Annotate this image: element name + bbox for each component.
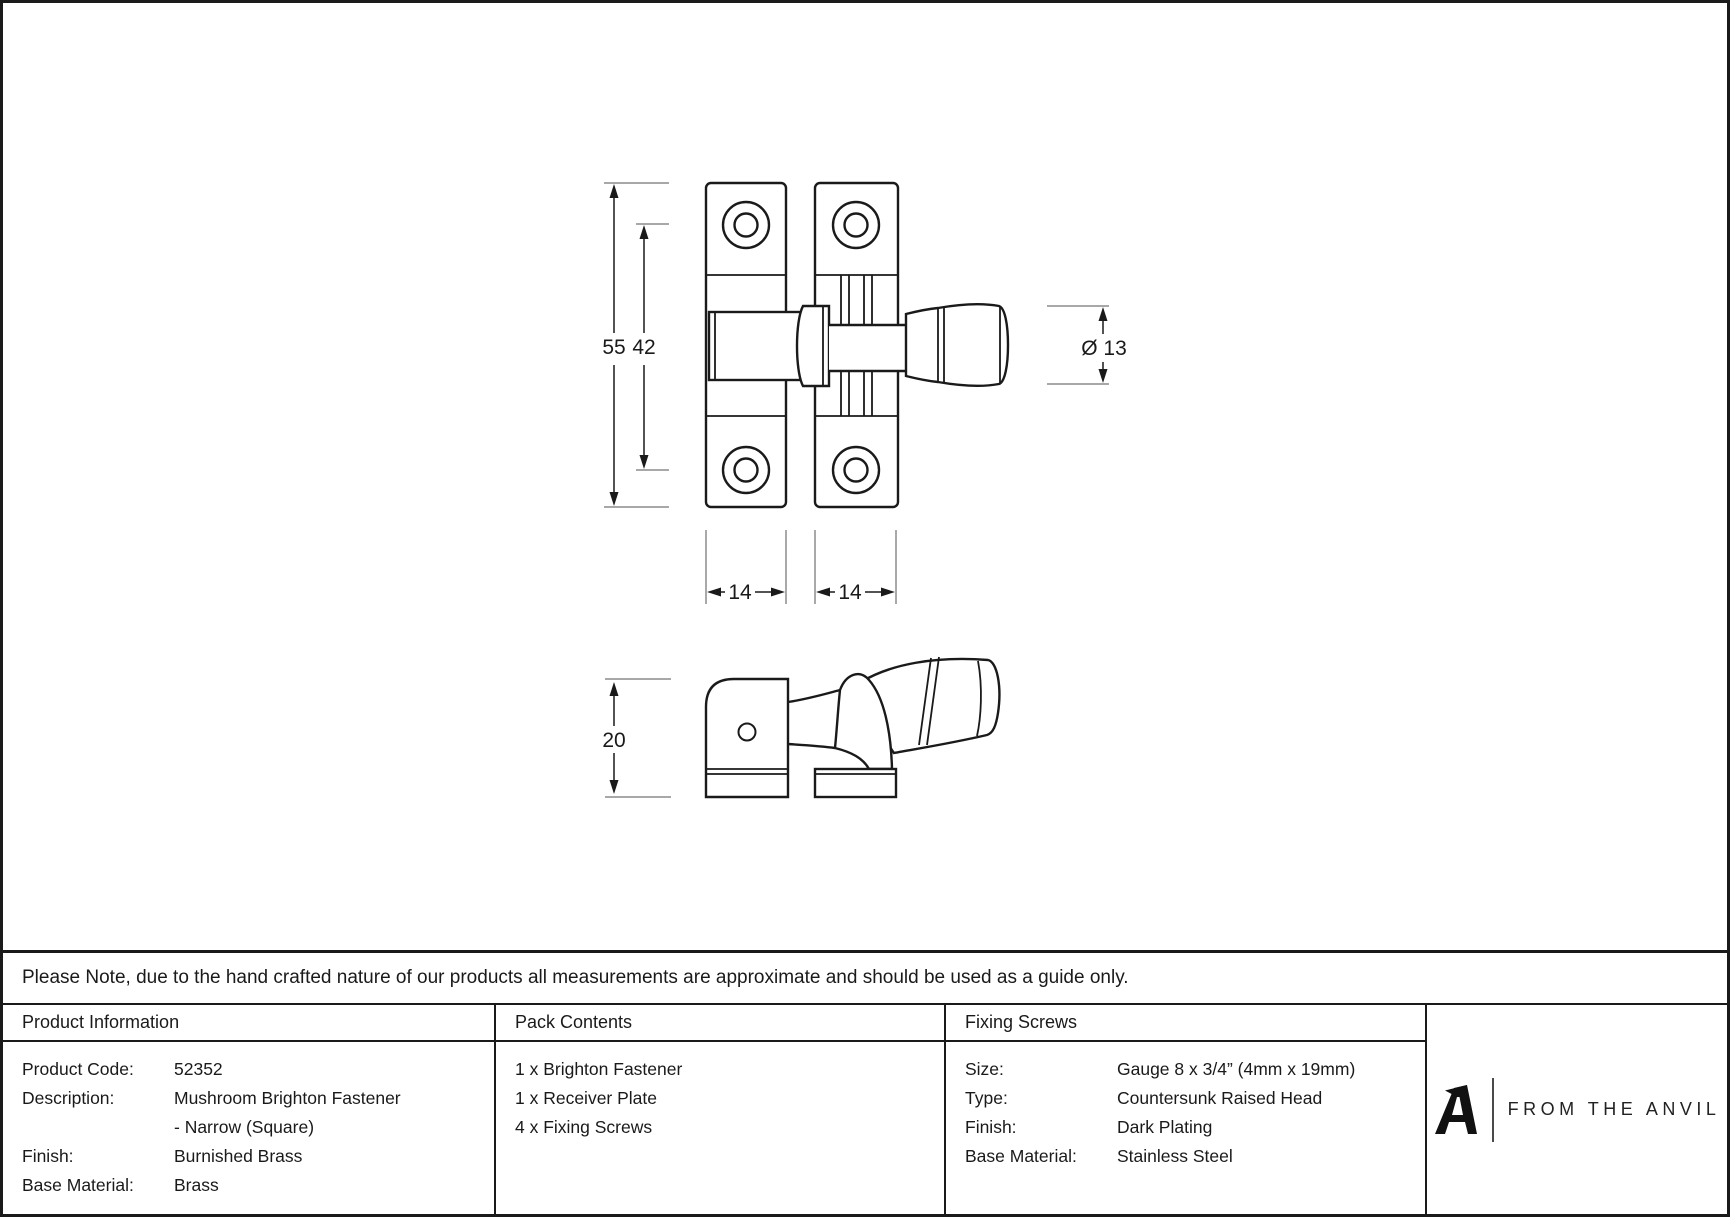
list-item: 4 x Fixing Screws: [515, 1117, 653, 1137]
technical-drawing: [3, 3, 1727, 950]
anvil-logo-icon: [1434, 1084, 1478, 1136]
spec-label: Type:: [965, 1088, 1008, 1108]
spec-value: Burnished Brass: [174, 1146, 303, 1166]
spec-label: Base Material:: [965, 1146, 1077, 1166]
spec-value: Brass: [174, 1175, 219, 1195]
table-row: [22, 1113, 484, 1142]
mushroom-knob-front: [906, 304, 1008, 385]
dim-plate-width-left-label: 14: [728, 581, 752, 604]
product-information-column: [3, 1005, 496, 1214]
spec-label: Product Code:: [22, 1059, 134, 1079]
table-row: [965, 1055, 1415, 1084]
fixing-screws-header: Fixing Screws: [946, 1005, 1425, 1042]
table-row: [965, 1084, 1415, 1113]
disclaimer-text: Please Note, due to the hand crafted nature of our products all measurements are approximate and should be used as a guide only.: [22, 967, 1129, 988]
dim-plate-width-right-label: 14: [838, 581, 862, 604]
spec-label: [22, 1113, 174, 1142]
front-view: [706, 183, 1008, 507]
brand-name: FROM THE ANVIL: [1507, 1099, 1721, 1119]
spec-value: Stainless Steel: [1117, 1146, 1233, 1166]
table-row: [965, 1113, 1415, 1142]
spec-value: Dark Plating: [1117, 1117, 1213, 1137]
spec-label: Finish:: [965, 1117, 1017, 1137]
list-item: 1 x Receiver Plate: [515, 1088, 658, 1108]
table-row: [22, 1084, 484, 1113]
spec-value: - Narrow (Square): [174, 1117, 315, 1137]
table-row: [22, 1142, 484, 1171]
spec-label: Finish:: [22, 1146, 74, 1166]
product-spec-table: [3, 1005, 1727, 1214]
spec-value: Gauge 8 x 3/4” (4mm x 19mm): [1117, 1059, 1356, 1079]
dim-side-height-label: 20: [602, 729, 626, 752]
pivot-barrel: [797, 306, 829, 386]
latch-bar: [709, 312, 803, 380]
product-information-header: Product Information: [3, 1005, 494, 1042]
pack-contents-header: Pack Contents: [496, 1005, 944, 1042]
spec-value: 52352: [174, 1059, 223, 1079]
spec-label: Size:: [965, 1059, 1004, 1079]
dim-knob-diameter-label: Ø 13: [1081, 337, 1127, 360]
brand-cell: [1427, 1005, 1727, 1214]
side-view: [706, 657, 999, 797]
spec-value: Mushroom Brighton Fastener: [174, 1088, 401, 1108]
table-row: [22, 1171, 484, 1200]
list-item: 1 x Brighton Fastener: [515, 1059, 683, 1079]
brand-divider: [1492, 1078, 1494, 1142]
measurement-disclaimer: [3, 953, 1727, 1005]
table-row: [965, 1142, 1415, 1171]
spec-value: Countersunk Raised Head: [1117, 1088, 1323, 1108]
pack-contents-column: [496, 1005, 946, 1214]
table-row: [22, 1055, 484, 1084]
spec-label: Description:: [22, 1088, 115, 1108]
receiver-plate-side: [706, 679, 788, 797]
fixing-screws-column: [946, 1005, 1427, 1214]
spec-label: Base Material:: [22, 1175, 134, 1195]
dim-overall-height-label: 55: [602, 336, 626, 359]
technical-drawing-area: [3, 3, 1727, 953]
dim-hole-spacing-label: 42: [632, 336, 656, 359]
